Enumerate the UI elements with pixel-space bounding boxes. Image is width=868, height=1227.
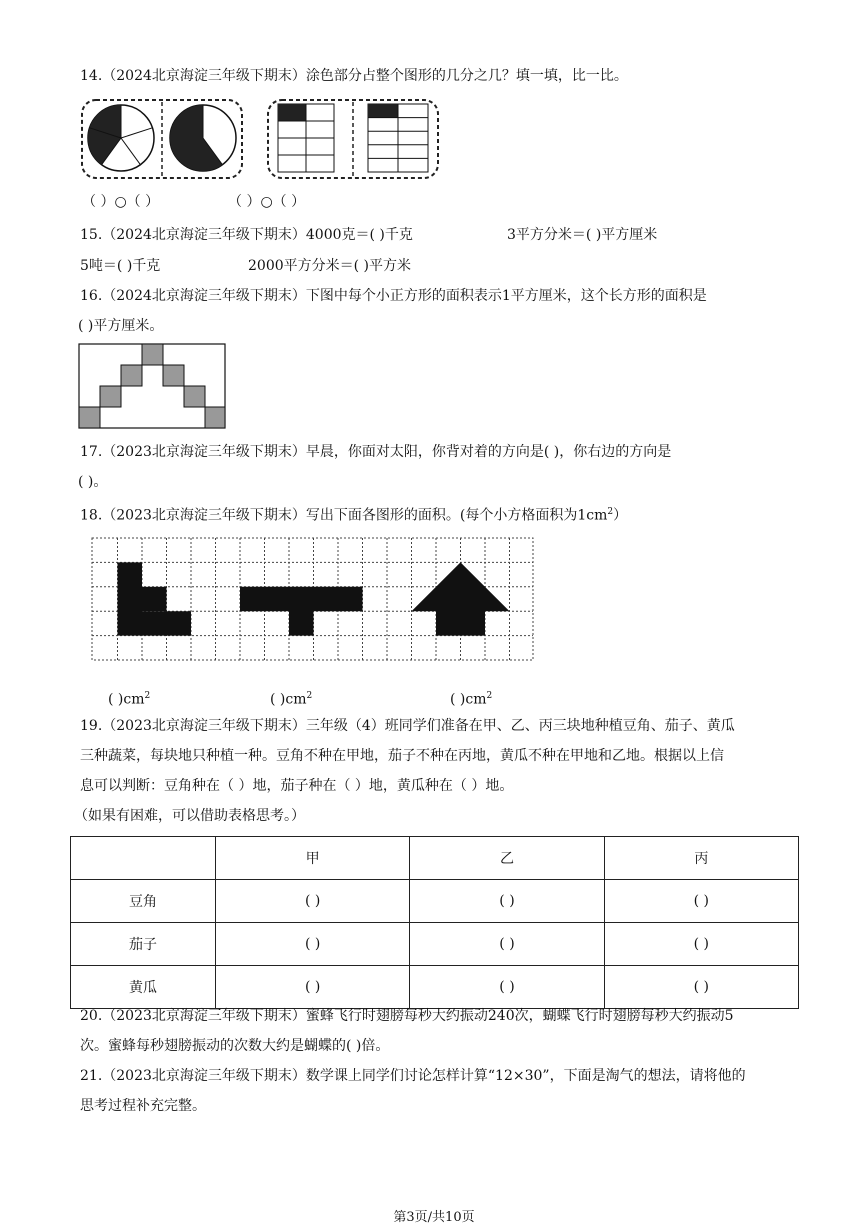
table-header-cell (71, 837, 216, 880)
q19-line3: 息可以判断：豆角种在（ ）地，茄子种在（ ）地，黄瓜种在（ ）地。 (80, 778, 514, 794)
q15-line1-a: 15.（2024北京海淀三年级下期末）4000克＝( )千克 (80, 227, 413, 243)
table-header-row (71, 837, 799, 880)
row-label: 豆角 (71, 880, 216, 923)
q16-rectangle-figure (78, 343, 228, 431)
q18-answer-1: ( )$cm^2$ (108, 691, 151, 708)
table-cell: ( ) (216, 880, 410, 923)
table-header-cell: 丙 (604, 837, 798, 880)
grid-right (368, 104, 428, 172)
q14-figures (80, 98, 442, 182)
q14-answer-left: （ ）○（ ） (82, 194, 160, 210)
arrow-shape (412, 562, 510, 635)
q17-line1: 17.（2023北京海淀三年级下期末）早晨，你面对太阳，你背对着的方向是( )，你右边的方向是 (80, 444, 672, 460)
q15-line2-b: 2000平方分米＝( )平方米 (248, 258, 412, 274)
q19-line4: （如果有困难，可以借助表格思考。） (74, 808, 305, 824)
q14-text: 14.（2024北京海淀三年级下期末）涂色部分占整个图形的几分之几？填一填，比一比。 (80, 68, 628, 84)
q16-line2: ( )平方厘米。 (78, 318, 164, 334)
q19-line1: 19.（2023北京海淀三年级下期末）三年级（4）班同学们准备在甲、乙、丙三块地种植豆角、茄子、黄瓜 (80, 718, 735, 734)
q20-line1: 20.（2023北京海淀三年级下期末）蜜蜂飞行时翅膀每秒大约振动240次，蝴蝶飞行时翅膀每秒大约振动5 (80, 1008, 734, 1024)
table-header-cell: 乙 (410, 837, 604, 880)
table-cell: ( ) (604, 923, 798, 966)
table-cell: ( ) (604, 880, 798, 923)
circle-fifths-left (88, 105, 154, 171)
circle-fifths-right (170, 105, 236, 171)
q14-answer-right: （ ）○（ ） (228, 194, 306, 210)
q19-table (70, 836, 799, 1009)
q15-line1-b: 3平方分米＝( )平方厘米 (507, 227, 658, 243)
t-shape (240, 587, 363, 636)
table-row (71, 880, 799, 923)
table-cell: ( ) (604, 966, 798, 1009)
page-number: 第3页/共10页 (393, 1210, 475, 1225)
q21-line1: 21.（2023北京海淀三年级下期末）数学课上同学们讨论怎样计算“12×30”，下面是淘气的想法，请将他的 (80, 1068, 746, 1084)
table-cell: ( ) (410, 966, 604, 1009)
q18-answer-2: ( )$cm^2$ (270, 691, 313, 708)
q16-line1: 16.（2024北京海淀三年级下期末）下图中每个小正方形的面积表示1平方厘米，这个长方形的面积是 (80, 288, 707, 304)
q18-grid-figure (91, 537, 536, 663)
table-row (71, 966, 799, 1009)
table-row (71, 923, 799, 966)
table-cell: ( ) (216, 923, 410, 966)
table-cell: ( ) (410, 923, 604, 966)
q19-line2: 三种蔬菜，每块地只种植一种。豆角不种在甲地，茄子不种在丙地，黄瓜不种在甲地和乙地。根据以上信 (80, 748, 724, 764)
grid-left (278, 104, 334, 172)
q17-line2: ( )。 (78, 474, 108, 490)
q18-text: 18.（2023北京海淀三年级下期末）写出下面各图形的面积。(每个小方格面积为$1cm^2$） (80, 507, 628, 524)
table-cell: ( ) (410, 880, 604, 923)
q15-line2-a: 5吨＝( )千克 (80, 258, 161, 274)
q18-answer-3: ( )$cm^2$ (450, 691, 493, 708)
table-header-cell: 甲 (216, 837, 410, 880)
q20-line2: 次。蜜蜂每秒翅膀振动的次数大约是蝴蝶的( )倍。 (80, 1038, 390, 1054)
row-label: 茄子 (71, 923, 216, 966)
table-cell: ( ) (216, 966, 410, 1009)
q21-line2: 思考过程补充完整。 (80, 1098, 206, 1114)
row-label: 黄瓜 (71, 966, 216, 1009)
